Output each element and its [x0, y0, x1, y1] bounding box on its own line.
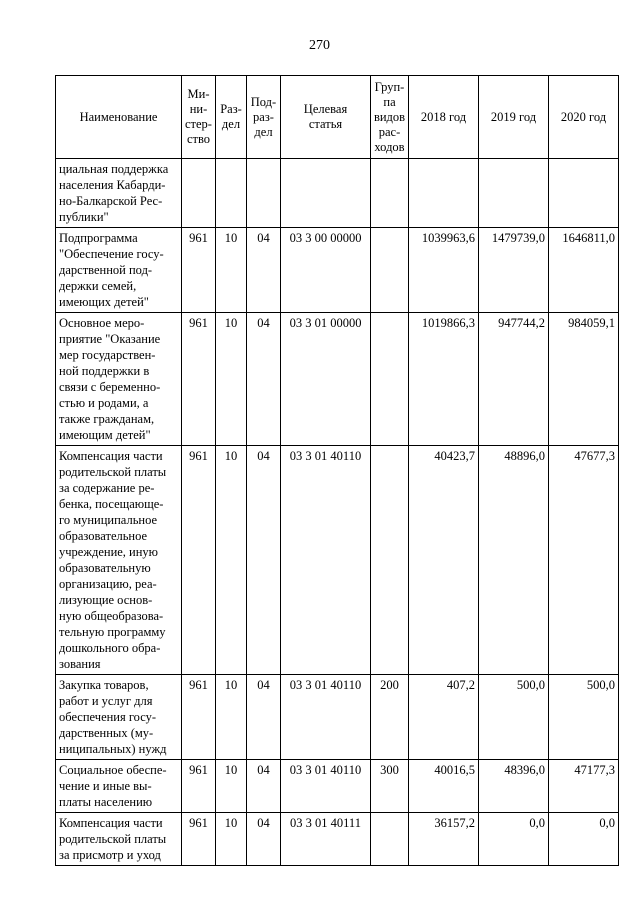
header-group: Груп- па видов рас- ходов — [371, 76, 409, 159]
cell-subsection: 04 — [247, 760, 281, 813]
cell-ministry — [182, 159, 216, 228]
cell-group: 300 — [371, 760, 409, 813]
cell-subsection: 04 — [247, 446, 281, 675]
cell-name: Основное меро- приятие "Оказание мер государствен- ной поддержки в связи с беременно- стью и родами, а также гражданам, имеющим детей" — [56, 313, 182, 446]
cell-target: 03 3 01 40110 — [281, 446, 371, 675]
cell-2019: 0,0 — [479, 813, 549, 866]
cell-2020: 1646811,0 — [549, 228, 619, 313]
cell-2019: 48396,0 — [479, 760, 549, 813]
header-ministry: Ми- ни- стер- ство — [182, 76, 216, 159]
header-section: Раз- дел — [216, 76, 247, 159]
cell-name: Компенсация части родительской платы за содержание ре- бенка, посещающе- го муниципальное образовательное учреждение, иную образовательную организацию, реа- лизующие основ- ную общеобразова- тельную программу дошкольного обра- зования — [56, 446, 182, 675]
cell-2020: 47677,3 — [549, 446, 619, 675]
cell-2018: 1039963,6 — [409, 228, 479, 313]
cell-2020: 500,0 — [549, 675, 619, 760]
cell-section — [216, 159, 247, 228]
header-2019: 2019 год — [479, 76, 549, 159]
cell-2018 — [409, 159, 479, 228]
cell-2019: 947744,2 — [479, 313, 549, 446]
cell-group — [371, 446, 409, 675]
cell-2020: 47177,3 — [549, 760, 619, 813]
table-row — [56, 813, 619, 866]
cell-2020 — [549, 159, 619, 228]
cell-2020: 984059,1 — [549, 313, 619, 446]
cell-section: 10 — [216, 675, 247, 760]
cell-2018: 407,2 — [409, 675, 479, 760]
cell-ministry: 961 — [182, 446, 216, 675]
cell-group — [371, 813, 409, 866]
cell-2019 — [479, 159, 549, 228]
cell-ministry: 961 — [182, 813, 216, 866]
cell-name: Компенсация части родительской платы за присмотр и уход — [56, 813, 182, 866]
cell-name: циальная поддержка населения Кабарди- но-Балкарской Рес- публики" — [56, 159, 182, 228]
cell-group — [371, 228, 409, 313]
cell-subsection: 04 — [247, 675, 281, 760]
cell-subsection: 04 — [247, 313, 281, 446]
cell-target: 03 3 01 40110 — [281, 675, 371, 760]
cell-ministry: 961 — [182, 228, 216, 313]
cell-name: Подпрограмма "Обеспечение госу- дарственной под- держки семей, имеющих детей" — [56, 228, 182, 313]
cell-target: 03 3 00 00000 — [281, 228, 371, 313]
cell-group — [371, 313, 409, 446]
cell-section: 10 — [216, 313, 247, 446]
table-header-row — [56, 76, 619, 159]
cell-2019: 1479739,0 — [479, 228, 549, 313]
cell-name: Закупка товаров, работ и услуг для обеспечения госу- дарственных (му- ниципальных) нужд — [56, 675, 182, 760]
cell-section: 10 — [216, 446, 247, 675]
cell-2018: 1019866,3 — [409, 313, 479, 446]
cell-target: 03 3 01 00000 — [281, 313, 371, 446]
cell-2018: 40016,5 — [409, 760, 479, 813]
table-row — [56, 313, 619, 446]
cell-2019: 48896,0 — [479, 446, 549, 675]
cell-target: 03 3 01 40111 — [281, 813, 371, 866]
header-2018: 2018 год — [409, 76, 479, 159]
cell-2018: 36157,2 — [409, 813, 479, 866]
cell-group — [371, 159, 409, 228]
table-row — [56, 446, 619, 675]
cell-2018: 40423,7 — [409, 446, 479, 675]
cell-target: 03 3 01 40110 — [281, 760, 371, 813]
cell-ministry: 961 — [182, 313, 216, 446]
table-row — [56, 159, 619, 228]
header-subsection: Под- раз- дел — [247, 76, 281, 159]
table-row — [56, 675, 619, 760]
cell-section: 10 — [216, 813, 247, 866]
table-row — [56, 228, 619, 313]
budget-table — [55, 75, 619, 866]
table-row — [56, 760, 619, 813]
cell-name: Социальное обеспе- чение и иные вы- платы населению — [56, 760, 182, 813]
header-2020: 2020 год — [549, 76, 619, 159]
cell-subsection: 04 — [247, 813, 281, 866]
header-name: Наименование — [56, 76, 182, 159]
cell-ministry: 961 — [182, 760, 216, 813]
cell-group: 200 — [371, 675, 409, 760]
cell-2020: 0,0 — [549, 813, 619, 866]
cell-subsection: 04 — [247, 228, 281, 313]
page-number: 270 — [309, 38, 330, 53]
cell-subsection — [247, 159, 281, 228]
cell-section: 10 — [216, 228, 247, 313]
cell-2019: 500,0 — [479, 675, 549, 760]
cell-ministry: 961 — [182, 675, 216, 760]
cell-section: 10 — [216, 760, 247, 813]
cell-target — [281, 159, 371, 228]
header-target: Целевая статья — [281, 76, 371, 159]
